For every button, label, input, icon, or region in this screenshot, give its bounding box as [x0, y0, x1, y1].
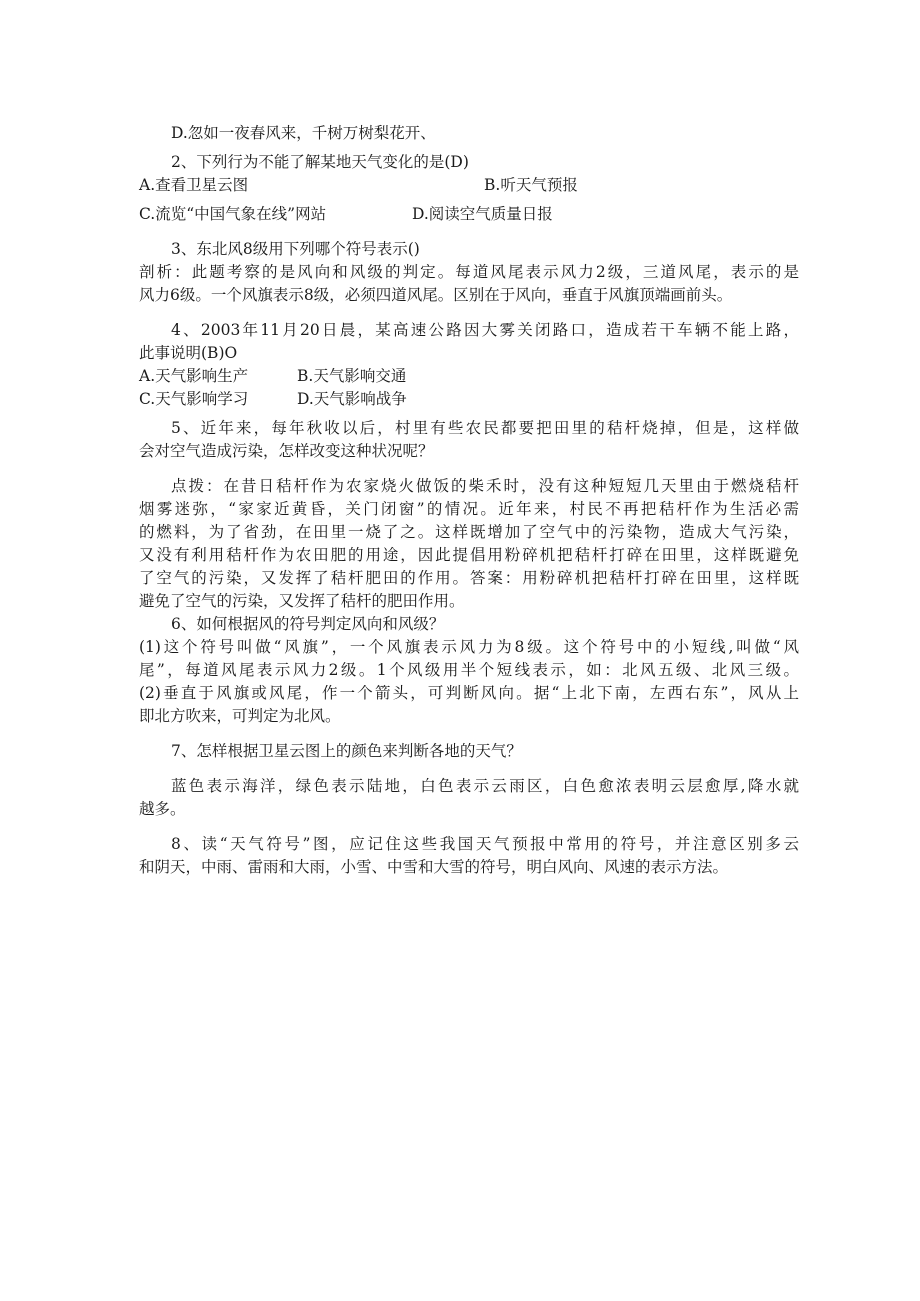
q4-option-a: A.天气影响生产	[139, 367, 249, 385]
q2-options-row-1	[139, 174, 799, 197]
q6-answer-line: (2)垂直于风旗或风尾，作一个箭头，可判断风向。据“上北下南，左西右东”，风从上	[139, 684, 799, 702]
q5-stem-line: 5、近年来，每年秋收以后，村里有些农民都要把田里的秸杆烧掉，但是，这样做	[171, 419, 799, 437]
q5-hint-line: 避免了空气的污染，又发挥了秸杆的肥田作用。	[139, 592, 465, 610]
q2-options-row-2	[139, 203, 799, 226]
q7-answer-line: 蓝色表示海洋，绿色表示陆地，白色表示云雨区，白色愈浓表明云层愈厚,降水就	[171, 777, 799, 795]
document-page	[139, 122, 799, 879]
q4-option-b: B.天气影响交通	[297, 367, 407, 385]
q8-stem-line: 和阴天，中雨、雷雨和大雨，小雪、中雪和大雪的符号，明白风向、风速的表示方法。	[139, 858, 729, 876]
q4-option-d: D.天气影响战争	[297, 390, 407, 408]
q6-answer-line: 即北方吹来，可判定为北风。	[139, 707, 341, 725]
q4-option-c: C.天气影响学习	[139, 390, 249, 408]
q2-option-c: C.流览“中国气象在线”网站	[139, 205, 327, 223]
q1-option-d: D.忽如一夜春风来，千树万树梨花开、	[171, 124, 436, 142]
q2-option-a: A.查看卫星云图	[139, 176, 249, 194]
q5-hint-line: 又没有利用秸杆作为农田肥的用途，因此提倡用粉碎机把秸杆打碎在田里，这样既避免	[139, 546, 799, 564]
q4-options-row-1	[139, 365, 799, 388]
q3-analysis-line: 剖析：此题考察的是风向和风级的判定。每道风尾表示风力2级，三道风尾，表示的是	[139, 263, 799, 281]
q5-hint-line: 点拨：在昔日秸杆作为农家烧火做饭的柴禾时，没有这种短短几天里由于燃烧秸杆	[171, 477, 799, 495]
q5-stem-line: 会对空气造成污染，怎样改变这种状况呢？	[139, 442, 434, 460]
q7-stem: 7、怎样根据卫星云图上的颜色来判断各地的天气？	[171, 742, 522, 760]
q5-hint-line: 了空气的污染，又发挥了秸杆肥田的作用。答案：用粉碎机把秸杆打碎在田里，这样既	[139, 569, 799, 587]
q5-hint-line: 的燃料，为了省劲，在田里一烧了之。这样既增加了空气中的污染物，造成大气污染，	[139, 523, 799, 541]
q4-stem-line: 此事说明(B)O	[139, 344, 238, 362]
q2-stem: 2、下列行为不能了解某地天气变化的是(D)	[171, 153, 469, 171]
q2-option-d: D.阅读空气质量日报	[412, 205, 553, 223]
q4-stem-line: 4、2003年11月20日晨，某高速公路因大雾关闭路口，造成若干车辆不能上路，	[171, 321, 799, 339]
q7-answer-line: 越多。	[139, 800, 186, 818]
q3-stem: 3、东北风8级用下列哪个符号表示()	[171, 240, 420, 258]
q6-answer-line: (1)这个符号叫做“风旗”，一个风旗表示风力为8级。这个符号中的小短线,叫做“风	[139, 638, 799, 656]
q8-stem-line: 8、读“天气符号”图，应记住这些我国天气预报中常用的符号，并注意区别多云	[171, 835, 799, 853]
q6-answer-line: 尾”，每道风尾表示风力2级。1个风级用半个短线表示，如：北风五级、北风三级。	[139, 661, 799, 679]
q4-options-row-2	[139, 388, 799, 411]
q3-analysis-line: 风力6级。一个风旗表示8级，必须四道风尾。区别在于风向，垂直于风旗顶端画前头。	[139, 286, 733, 304]
q2-option-b: B.听天气预报	[484, 176, 578, 194]
q5-hint-line: 烟雾迷弥，“家家近黄昏，关门闭窗”的情况。近年来，村民不再把秸杆作为生活必需	[139, 500, 799, 518]
q6-stem: 6、如何根据风的符号判定风向和风级？	[171, 615, 445, 633]
